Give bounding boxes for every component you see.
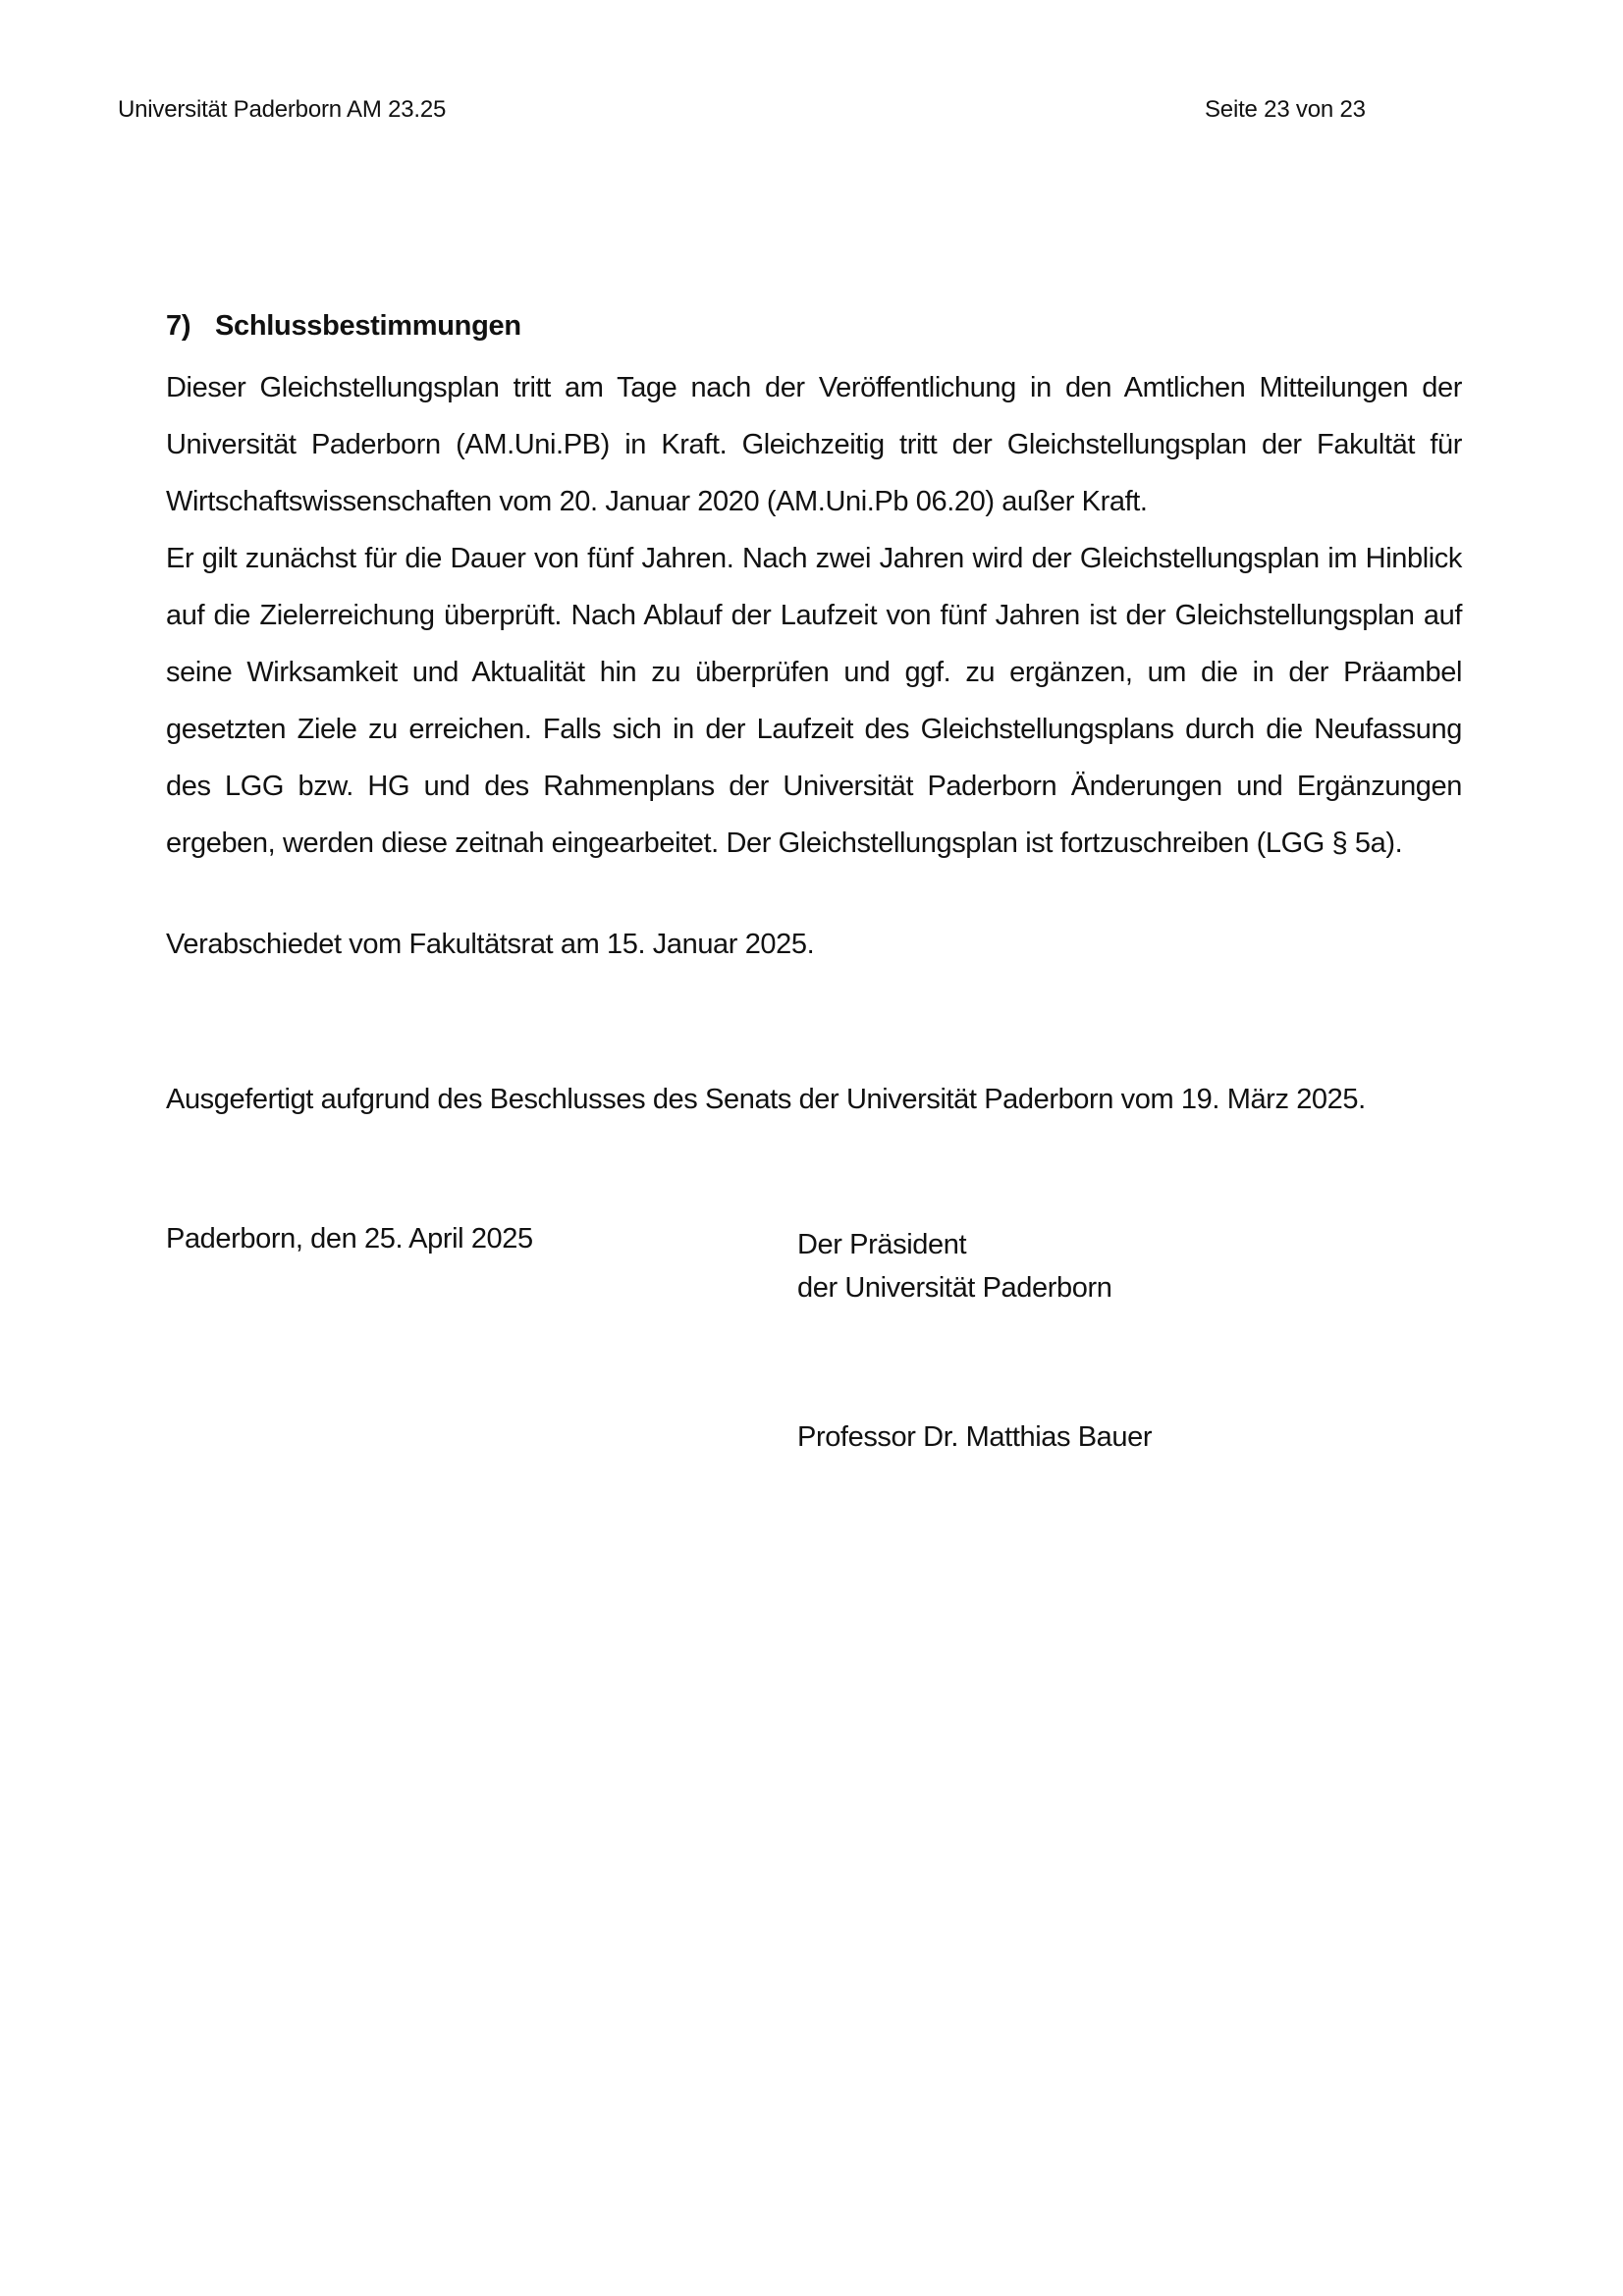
page-number: Seite 23 von 23 (1205, 96, 1366, 123)
section-body (166, 359, 1462, 872)
section-number: 7) (166, 310, 191, 342)
section-heading (166, 310, 521, 343)
paragraph-entry-into-force: Dieser Gleichstellungsplan tritt am Tage nach der Veröffentlichung in den Amtlichen Mitteilungen der Universität Paderborn (AM.Uni.PB) in Kraft. Gleichzeitig tritt der Gleichstellungsplan der Fakultät für Wirtschaftswissenschaften vom 20. Januar 2020 (AM.Uni.Pb 06.20) außer Kraft. (166, 372, 1462, 517)
place-and-date: Paderborn, den 25. April 2025 (166, 1223, 533, 1255)
execution-note: Ausgefertigt aufgrund des Beschlusses des Senats der Universität Paderborn vom 19. März 2025. (166, 1084, 1366, 1115)
running-header-left: Universität Paderborn AM 23.25 (118, 96, 447, 123)
paragraph-validity: Er gilt zunächst für die Dauer von fünf Jahren. Nach zwei Jahren wird der Gleichstellungsplan im Hinblick auf die Zielerreichung überprüft. Nach Ablauf der Laufzeit von fünf Jahren ist der Gleichstellungsplan auf seine Wirksamkeit und Aktualität hin zu überprüfen und ggf. zu ergänzen, um die in der Präambel gesetzten Ziele zu erreichen. Falls sich in der Laufzeit des Gleichstellungsplans durch die Neufassung des LGG bzw. HG und des Rahmenplans der Universität Paderborn Änderungen und Ergänzungen ergeben, werden diese zeitnah eingearbeitet. Der Gleichstellungsplan ist fortzuschreiben (LGG § 5a). (166, 543, 1462, 859)
signatory-office (797, 1223, 1111, 1309)
signatory-office-line-1: Der Präsident (797, 1229, 967, 1260)
adoption-note: Verabschiedet vom Fakultätsrat am 15. Januar 2025. (166, 929, 815, 960)
section-title: Schlussbestimmungen (215, 310, 521, 342)
signatory-name: Professor Dr. Matthias Bauer (797, 1421, 1153, 1453)
signatory-office-line-2: der Universität Paderborn (797, 1272, 1112, 1304)
